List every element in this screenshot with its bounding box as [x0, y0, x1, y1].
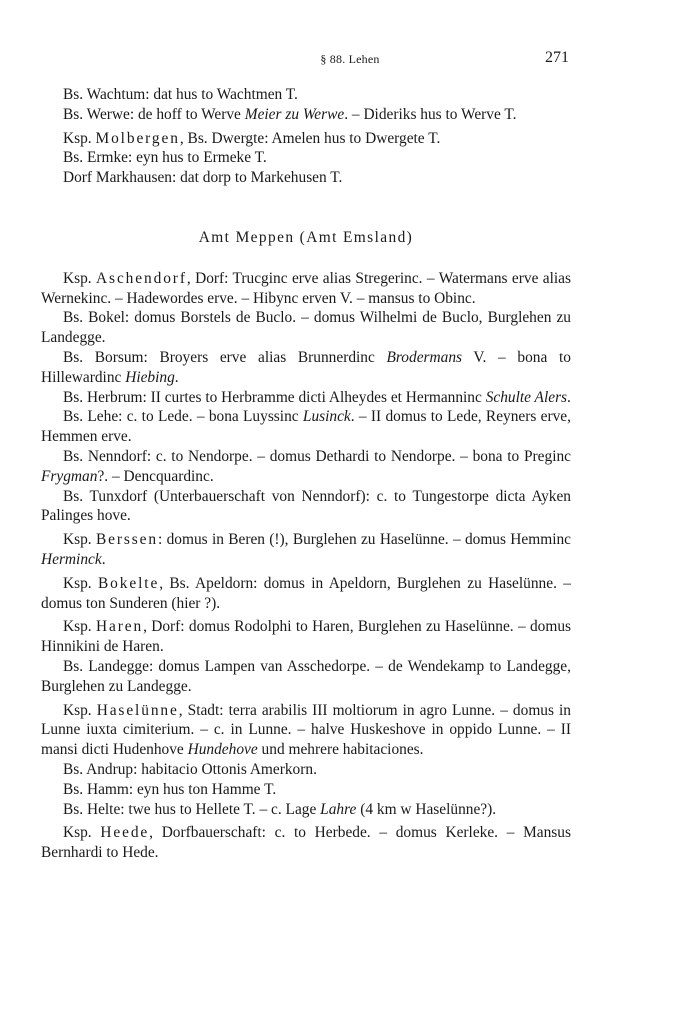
paragraph — [41, 823, 571, 863]
parish-name: Haren — [95, 618, 144, 636]
text-run: (4 km w Haselünne?). — [356, 800, 497, 818]
text-run: V. – bona to Hillewardinc — [41, 348, 571, 386]
italic-name: Hundehove — [187, 741, 258, 759]
text-run: Ksp. — [63, 618, 96, 636]
text-run: . — [567, 388, 571, 406]
text-run: , Bs. Dwergte: Amelen hus to Dwergete T. — [179, 129, 441, 147]
text-run: Amt Meppen (Amt Emsland) — [198, 228, 414, 246]
paragraph — [41, 530, 571, 570]
text-run: . — [101, 550, 106, 568]
running-head: § 88. Lehen — [320, 52, 380, 66]
text-run: Dorf Markhausen: dat dorp to Markehusen T. — [63, 169, 343, 187]
parish-name: Molbergen — [95, 129, 180, 147]
paragraph — [41, 800, 571, 820]
italic-name: Frygman — [41, 467, 98, 485]
parish-name: Aschendorf — [96, 269, 187, 287]
text-run: Ksp. — [63, 824, 101, 842]
parish-name: Berssen — [95, 531, 158, 549]
text-run: , Stadt: terra arabilis III moltiorum in agro Lunne. – domus in Lunne iuxta cimiterium. – c. in Lunne. – halve Huskeshove in oppido Lunne. – II mansi dicti Hudenhove — [41, 701, 571, 759]
text-run: Bs. Tunxdorf (Unterbauerschaft von Nenndorf): c. to Tungestorpe dicta Ayken Palinges hove. — [41, 487, 571, 525]
paragraph — [41, 388, 571, 408]
paragraph — [41, 780, 571, 800]
paragraph — [41, 407, 571, 447]
italic-name: Lahre — [320, 800, 357, 818]
text-run: ?. – Dencquardinc. — [97, 467, 214, 485]
text-run: Bs. Werwe: de hoff to Werve — [63, 105, 245, 123]
text-run: Bs. Landegge: domus Lampen van Asschedorpe. – de Wendekamp to Landegge, Burglehen zu Landegge. — [41, 657, 571, 695]
text-run: . – II domus to Lede, Reyners erve, Hemmen erve. — [41, 408, 571, 446]
page-header — [0, 50, 700, 70]
paragraph — [41, 148, 571, 168]
paragraph — [41, 760, 571, 780]
section-heading — [41, 228, 571, 248]
paragraph — [41, 85, 571, 105]
text-run: Bs. Nenndorf: c. to Nendorpe. – domus Dethardi to Nendorpe. – bona to Preginc — [63, 447, 571, 465]
parish-name: Bokelte — [98, 574, 160, 592]
page-number: 271 — [545, 49, 569, 66]
text-run: Ksp. — [63, 269, 97, 287]
body-text — [41, 85, 571, 863]
paragraph — [41, 105, 571, 125]
text-run: Bs. Herbrum: II curtes to Herbramme dicti Alheydes et Hermanninc — [63, 388, 486, 406]
text-run: Bs. Ermke: eyn hus to Ermeke T. — [63, 149, 267, 167]
italic-name: Hiebing — [125, 368, 175, 386]
paragraph — [41, 574, 571, 614]
text-run: Ksp. — [63, 531, 96, 549]
italic-name: Meier zu Werwe — [244, 105, 345, 123]
paragraph — [41, 348, 571, 388]
text-run: Bs. Andrup: habitacio Ottonis Amerkorn. — [63, 760, 317, 778]
paragraph — [41, 657, 571, 697]
text-run: , Bs. Apeldorn: domus in Apeldorn, Burglehen zu Haselünne. – domus ton Sunderen (hier ?). — [41, 574, 571, 612]
text-run: . – Dideriks hus to Werve T. — [344, 105, 517, 123]
italic-name: Lusinck — [302, 408, 351, 426]
paragraph — [41, 129, 571, 149]
text-run: Bs. Lehe: c. to Lede. – bona Luyssinc — [63, 408, 303, 426]
text-run: : domus in Beren (!), Burglehen zu Haselünne. – domus Hemminc — [158, 531, 571, 549]
text-run: Bs. Bokel: domus Borstels de Buclo. – domus Wilhelmi de Buclo, Burglehen zu Landegge. — [41, 309, 571, 347]
text-run: Ksp. — [63, 129, 96, 147]
italic-name: Schulte Alers — [485, 388, 568, 406]
italic-name: Herminck — [41, 550, 102, 568]
text-run: , Dorf: domus Rodolphi to Haren, Burglehen zu Haselünne. – domus Hinnikini de Haren. — [41, 618, 572, 656]
parish-name: Heede — [100, 824, 150, 842]
paragraph — [41, 487, 571, 527]
paragraph — [41, 308, 571, 348]
paragraph — [41, 168, 571, 188]
text-run: Bs. Borsum: Broyers erve alias Brunnerdinc — [63, 348, 387, 366]
text-run: , Dorf: Trucginc erve alias Stregerinc. – Watermans erve alias Wernekinc. – Hadewordes erve. – Hibync erven V. – mansus to Obinc. — [41, 269, 571, 307]
text-run: . — [174, 368, 179, 386]
text-run: , Dorfbauerschaft: c. to Herbede. – domus Kerleke. – Mansus Bernhardi to Hede. — [41, 824, 571, 862]
text-run: Ksp. — [63, 701, 97, 719]
paragraph — [41, 269, 571, 309]
text-run: und mehrere habitaciones. — [257, 741, 424, 759]
paragraph — [41, 701, 571, 760]
paragraph — [41, 617, 571, 657]
parish-name: Haselünne — [96, 701, 179, 719]
italic-name: Brodermans — [386, 348, 463, 366]
text-run: Bs. Helte: twe hus to Hellete T. – c. Lage — [63, 800, 321, 818]
text-run: Ksp. — [63, 574, 99, 592]
paragraph — [41, 447, 571, 487]
text-run: Bs. Hamm: eyn hus ton Hamme T. — [63, 780, 277, 798]
text-run: Bs. Wachtum: dat hus to Wachtmen T. — [63, 86, 298, 103]
